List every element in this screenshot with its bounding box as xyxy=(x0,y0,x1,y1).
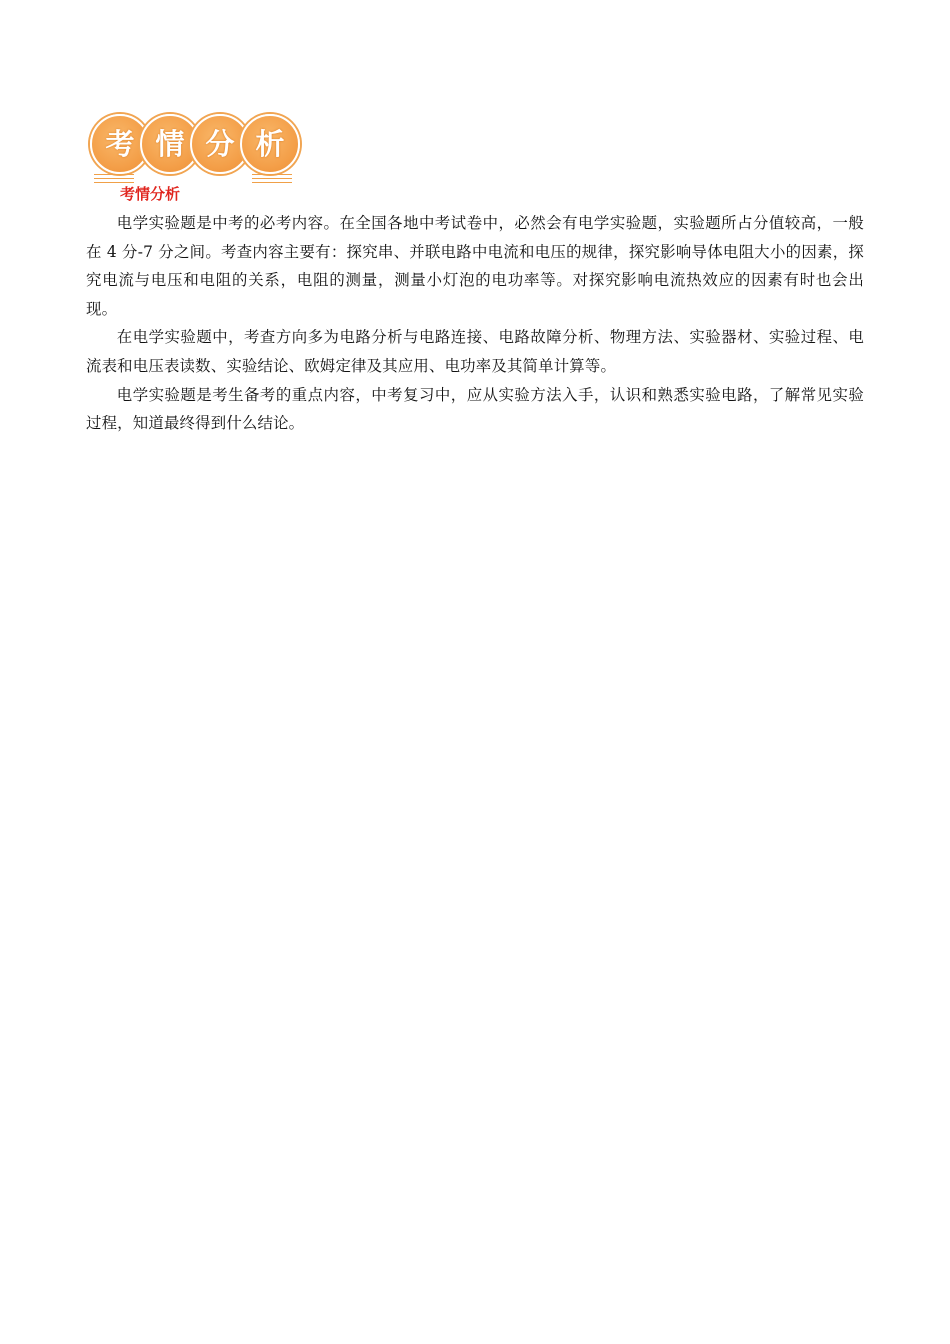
banner-circles xyxy=(88,112,300,174)
banner-decoration-lines-right xyxy=(252,174,292,186)
banner-char-circle: 情 xyxy=(140,114,200,174)
paragraph: 电学实验题是中考的必考内容。在全国各地中考试卷中，必然会有电学实验题，实验题所占分值较高，一般在 4 分-7 分之间。考查内容主要有：探究串、并联电路中电流和电压的规律，探究影响导体电阻大小的因素，探究电流与电压和电阻的关系，电阻的测量，测量小灯泡的电功率等。对探究影响电流热效应的因素有时也会出现。 xyxy=(86,214,864,318)
paragraph: 在电学实验题中，考查方向多为电路分析与电路连接、电路故障分析、物理方法、实验器材、实验过程、电流表和电压表读数、实验结论、欧姆定律及其应用、电功率及其简单计算等。 xyxy=(86,328,864,375)
banner-char-circle: 析 xyxy=(240,114,300,174)
section-title: 考情分析 xyxy=(120,185,181,203)
section-banner-logo xyxy=(88,112,300,184)
banner-char-circle: 分 xyxy=(190,114,250,174)
banner-char-circle: 考 xyxy=(90,114,150,174)
body-text xyxy=(86,209,864,438)
paragraph: 电学实验题是考生备考的重点内容，中考复习中，应从实验方法入手，认识和熟悉实验电路，了解常见实验过程，知道最终得到什么结论。 xyxy=(86,385,864,433)
